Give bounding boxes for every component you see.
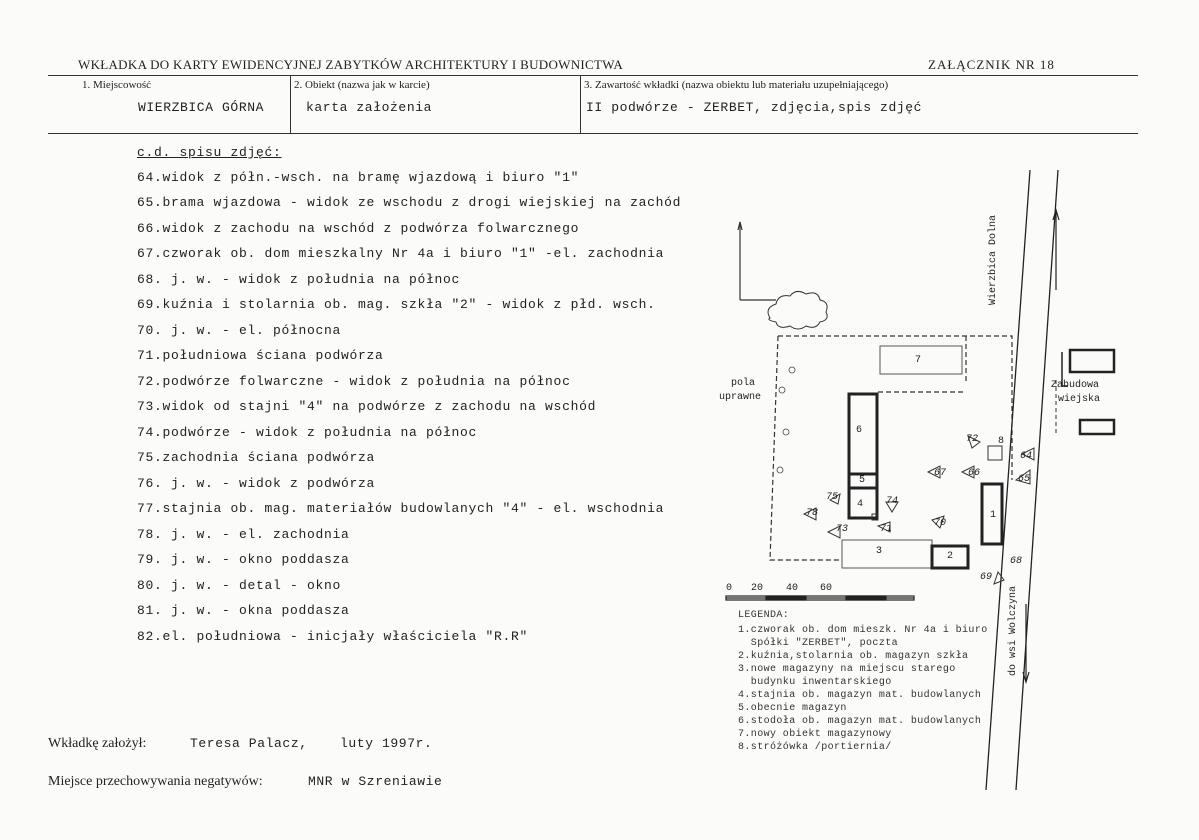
building-8 — [988, 446, 1002, 460]
photo-list-heading: c.d. spisu zdjęć: — [137, 145, 282, 160]
object-value: karta założenia — [306, 100, 433, 115]
object-label: 2. Obiekt (nazwa jak w karcie) — [294, 79, 430, 91]
list-item: 70. j. w. - el. północna — [137, 323, 342, 338]
list-item: 69.kuźnia i stolarnia ob. mag. szkła "2" - widok z płd. wsch. — [137, 297, 656, 312]
photo-point-label: 68 — [1010, 556, 1023, 567]
legend-line: 7.nowy obiekt magazynowy — [738, 729, 892, 740]
trees-icon — [768, 291, 827, 329]
photo-point-label: 75 — [826, 492, 839, 503]
fields-label: pola — [731, 378, 756, 389]
list-item: 66.widok z zachodu na wschód z podwórza folwarcznego — [137, 221, 580, 236]
founder-label: Wkładkę założył: — [48, 736, 147, 751]
list-item: 72.podwórze folwarczne - widok z południa na północ — [137, 374, 571, 389]
road-south-label: do wsi Wolczyna — [1008, 585, 1019, 676]
photo-point-label: 78 — [806, 508, 819, 519]
photo-point-label: 65 — [1018, 474, 1031, 485]
fields-label: uprawne — [719, 392, 762, 403]
photo-point-label: 66 — [968, 468, 981, 479]
list-item: 82.el. południowa - inicjały właściciela "R.R" — [137, 629, 529, 644]
legend-line: 3.nowe magazyny na miejscu starego — [738, 664, 956, 675]
scale-tick-label: 0 — [726, 583, 733, 594]
legend-line: 8.stróżówka /portiernia/ — [738, 742, 892, 753]
scale-bar — [726, 596, 914, 600]
photo-point-label: 71 — [880, 524, 893, 535]
list-item: 71.południowa ściana podwórza — [137, 348, 384, 363]
list-item: 75.zachodnia ściana podwórza — [137, 450, 376, 465]
building-label: 6 — [856, 425, 863, 436]
road-north-label: Wierzbica Dolna — [988, 214, 999, 305]
attachment-number: ZAŁĄCZNIK NR 18 — [928, 57, 1055, 72]
photo-point-label: 69 — [980, 572, 993, 583]
legend-line: 2.kuźnia,stolarnia ob. magazyn szkła — [738, 651, 969, 662]
legend-line: 5.obecnie magazyn — [738, 703, 847, 714]
list-item: 73.widok od stajni "4" na podwórze z zachodu na wschód — [137, 399, 597, 414]
legend-line: Spółki "ZERBET", poczta — [738, 638, 899, 649]
photo-point-label: 73 — [836, 524, 849, 535]
list-item: 78. j. w. - el. zachodnia — [137, 527, 350, 542]
scale-tick-label: 40 — [786, 583, 799, 594]
legend-title: LEGENDA: — [738, 610, 790, 621]
list-item: 79. j. w. - okno poddasza — [137, 552, 350, 567]
list-item: 68. j. w. - widok z południa na północ — [137, 272, 461, 287]
photo-point-label: 72 — [966, 434, 979, 445]
list-item: 64.widok z półn.-wsch. na bramę wjazdową i biuro "1" — [137, 170, 580, 185]
village-label: wiejska — [1058, 394, 1101, 405]
photo-point-69-icon — [994, 572, 1004, 584]
storage-value: MNR w Szreniawie — [308, 774, 443, 789]
photo-point-label: 67 — [934, 468, 947, 479]
building-3 — [842, 540, 932, 568]
building-label: 4 — [857, 499, 864, 510]
contents-value: II podwórze - ZERBET, zdjęcia,spis zdjęć — [586, 100, 923, 115]
list-item: 81. j. w. - okna poddasza — [137, 603, 350, 618]
list-item: 76. j. w. - widok z podwórza — [137, 476, 376, 491]
building-label: 5 — [859, 475, 866, 486]
storage-label: Miejsce przechowywania negatywów: — [48, 774, 263, 789]
scale-tick-label: 20 — [751, 583, 764, 594]
locality-label: 1. Miejscowość — [82, 79, 152, 91]
building-label: 8 — [998, 436, 1005, 447]
village-label: Zabudowa — [1051, 380, 1100, 391]
legend-line: budynku inwentarskiego — [738, 677, 892, 688]
building-label: 3 — [876, 546, 883, 557]
photo-point-label: 70 — [934, 518, 947, 529]
north-arrow-icon — [738, 222, 776, 300]
scale-tick-label: 60 — [820, 583, 833, 594]
contents-label: 3. Zawartość wkładki (nazwa obiektu lub materiału uzupełniającego) — [584, 79, 889, 91]
building-label: 2 — [947, 551, 954, 562]
form-title: WKŁADKA DO KARTY EWIDENCYJNEJ ZABYTKÓW ARCHITEKTURY I BUDOWNICTWA — [78, 57, 624, 72]
building-label: 7 — [915, 355, 922, 366]
founder-name: Teresa Palacz, — [190, 736, 308, 751]
building-label: 1 — [990, 510, 997, 521]
list-item: 77.stajnia ob. mag. materiałów budowlanych "4" - el. wschodnia — [137, 501, 665, 516]
list-item: 74.podwórze - widok z południa na północ — [137, 425, 478, 440]
legend-line: 6.stodoła ob. magazyn mat. budowlanych — [738, 716, 982, 727]
photo-point-label: 64 — [1020, 451, 1033, 462]
list-item: 65.brama wjazdowa - widok ze wschodu z drogi wiejskiej na zachód — [137, 195, 682, 210]
legend-line: 4.stajnia ob. magazyn mat. budowlanych — [738, 690, 982, 701]
locality-value: WIERZBICA GÓRNA — [138, 100, 265, 115]
photo-point-label: 74 — [886, 496, 899, 507]
village-buildings — [1062, 350, 1114, 434]
list-item: 80. j. w. - detal - okno — [137, 578, 342, 593]
list-item: 67.czworak ob. dom mieszkalny Nr 4a i biuro "1" -el. zachodnia — [137, 246, 665, 261]
building-6 — [849, 394, 877, 474]
legend-line: 1.czworak ob. dom mieszk. Nr 4a i biuro — [738, 625, 988, 636]
founder-date: luty 1997r. — [340, 736, 433, 751]
